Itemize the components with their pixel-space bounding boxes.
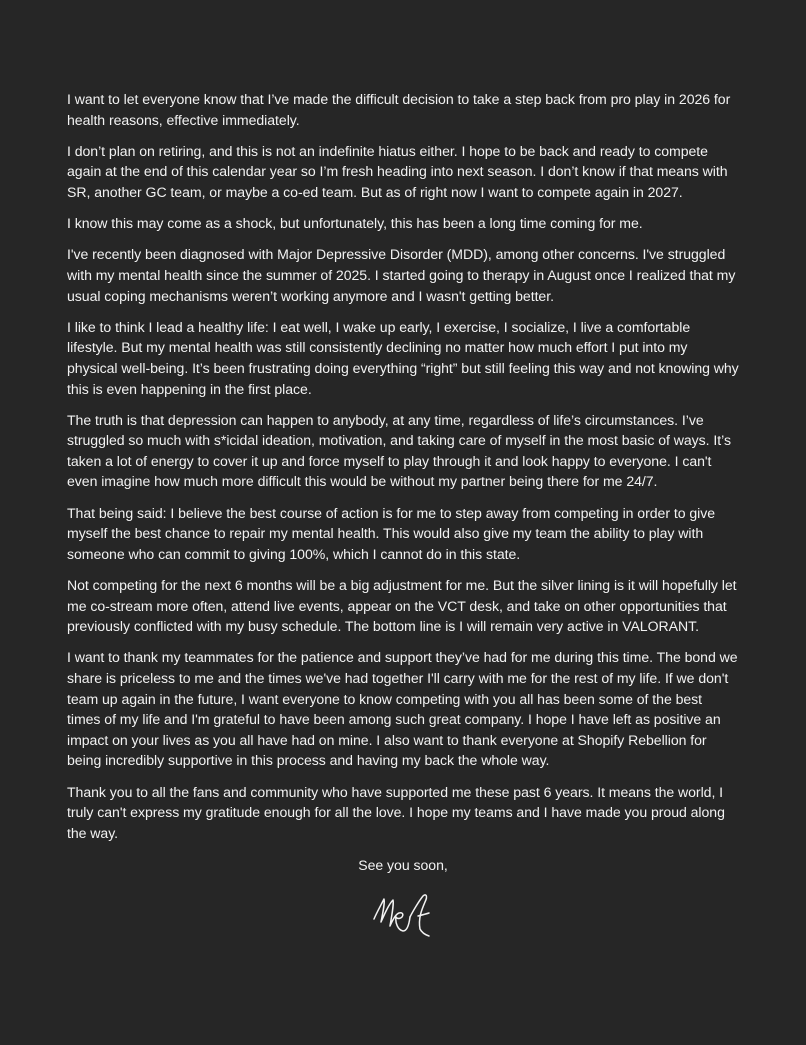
letter-body: [67, 89, 739, 876]
paragraph-healthy-life: I like to think I lead a healthy life: I eat well, I wake up early, I exercise, I socialize, I live a comfortable lifestyle. But my mental health was still consistently declining no matter how much effort I put into my physical well-being. It’s been frustrating doing everything “right” but still feeling this way and not knowing why this is even happening in the first place.: [67, 318, 739, 397]
paragraph-thank-fans: Thank you to all the fans and community who have supported me these past 6 years. It means the world, I truly can't express my gratitude enough for all the love. I hope my teams and I have made you proud along the way.: [67, 783, 725, 841]
paragraph-depression-truth: The truth is that depression can happen to anybody, at any time, regardless of life’s circumstances. I’ve struggled so much with s*icidal ideation, motivation, and taking care of myself in the most basic of ways. It’s taken a lot of energy to cover it up and force myself to play through it and look happy to everyone. I can't even imagine how much more difficult this would be without my partner being there for me 24/7.: [67, 411, 731, 490]
paragraph-step-away: That being said: I believe the best course of action is for me to step away from competing in order to give myself the best chance to repair my mental health. This would also give my team the ability to play with someone who can commit to giving 100%, which I cannot do in this state.: [67, 504, 716, 562]
paragraph-silver-lining: Not competing for the next 6 months will be a big adjustment for me. But the silver lining is it will hopefully let me co-stream more often, attend live events, appear on the VCT desk, and take on other opportunities that previously conflicted with my busy schedule. The bottom line is I will remain very active in VALORANT.: [67, 577, 737, 635]
paragraph-diagnosis: I've recently been diagnosed with Major Depressive Disorder (MDD), among other concerns. I've struggled with my mental health since the summer of 2025. I started going to therapy in August once I realized that my usual coping mechanisms weren’t working anymore and I wasn't getting better.: [67, 246, 736, 304]
paragraph-not-retiring: I don’t plan on retiring, and this is not an indefinite hiatus either. I hope to be back and ready to compete again at the end of this calendar year so I’m fresh heading into next season. I don’t know if that means with SR, another GC team, or maybe a co-ed team. But as of right now I want to compete again in 2027.: [67, 142, 728, 200]
paragraph-shock: I know this may come as a shock, but unfortunately, this has been a long time coming for me.: [67, 215, 643, 232]
closing-line: See you soon,: [358, 857, 448, 874]
signature: [371, 890, 435, 940]
paragraph-announcement: I want to let everyone know that I’ve made the difficult decision to take a step back from pro play in 2026 for health reasons, effective immediately.: [67, 91, 731, 128]
paragraph-thank-teammates: I want to thank my teammates for the patience and support they’ve had for me during this time. The bond we share is priceless to me and the times we've had together I'll carry with me for the rest of my life. If we don't team up again in the future, I want everyone to know competing with you all has been some of the best times of my life and I'm grateful to have been among such great company. I hope I have left as positive an impact on your lives as you all have had on mine. I also want to thank everyone at Shopify Rebellion for being incredibly supportive in this process and having my back the whole way.: [67, 649, 738, 769]
